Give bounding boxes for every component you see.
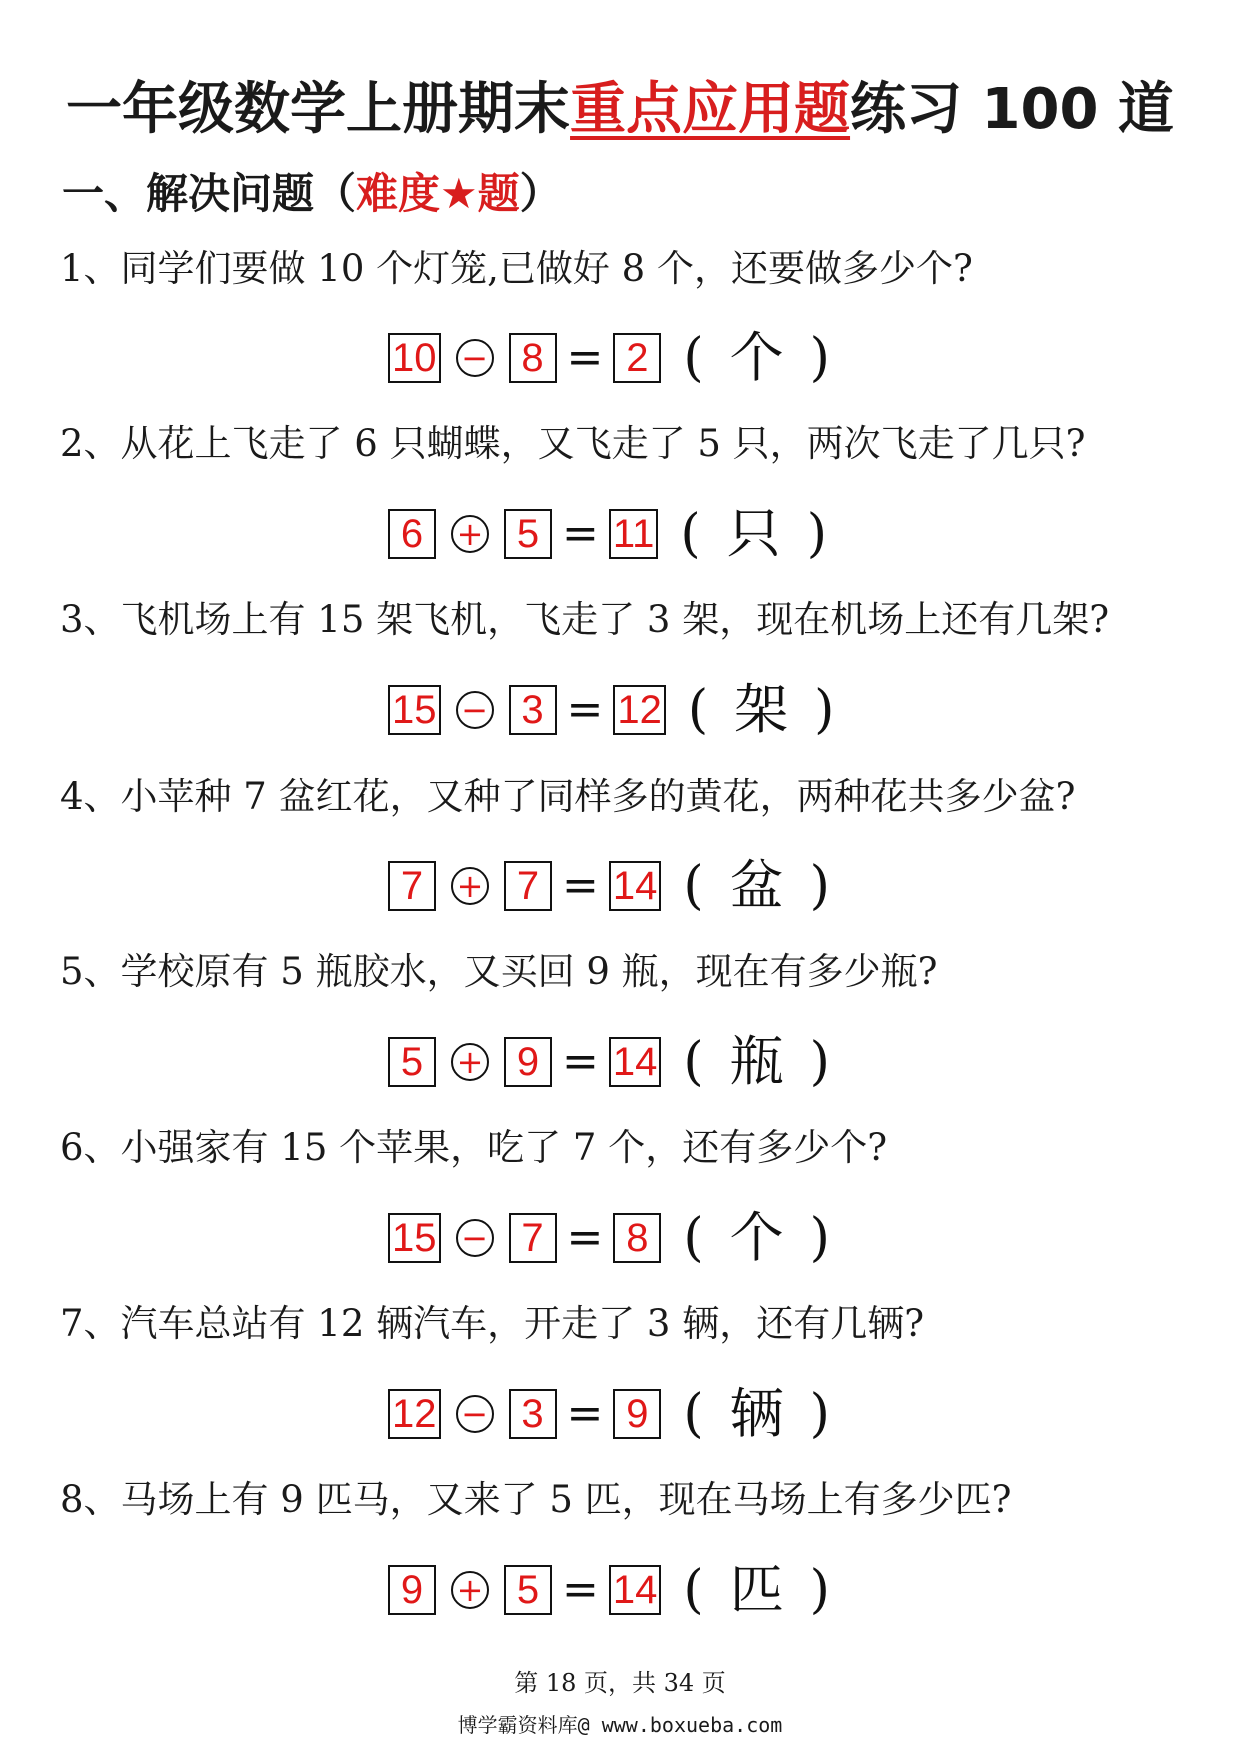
section-prefix: 一、解决问题（ xyxy=(62,169,357,218)
equals-sign: = xyxy=(562,860,599,911)
unit-text: 盆 xyxy=(729,854,784,917)
equation-1 xyxy=(388,326,830,390)
paren-close: ) xyxy=(809,1560,830,1620)
paren-open: ( xyxy=(687,680,709,740)
result-box: 14 xyxy=(609,861,662,911)
result-box: 2 xyxy=(613,333,661,383)
unit-label xyxy=(683,1206,830,1270)
operator-circle: − xyxy=(456,339,494,377)
operator-circle: + xyxy=(451,515,489,553)
page-number: 第 18 页，共 34 页 xyxy=(514,1669,726,1697)
operand-a-box: 7 xyxy=(388,861,436,911)
difficulty-label: 难度★题 xyxy=(356,169,520,218)
unit-label xyxy=(683,1382,830,1446)
title-highlight: 重点应用题 xyxy=(570,77,851,142)
paren-close: ) xyxy=(809,1032,830,1092)
question-7: 7、汽车总站有 12 辆汽车，开走了 3 辆，还有几辆? xyxy=(60,1302,925,1345)
equals-sign: = xyxy=(562,1036,599,1087)
unit-label xyxy=(683,854,830,918)
paren-open: ( xyxy=(683,1208,704,1268)
result-box: 9 xyxy=(613,1389,661,1439)
unit-text: 个 xyxy=(729,326,784,389)
equation-2 xyxy=(388,502,827,566)
unit-label xyxy=(680,502,827,566)
section-suffix: ） xyxy=(519,169,562,218)
result-box: 11 xyxy=(609,509,659,559)
operator-circle: − xyxy=(456,1395,494,1433)
result-box: 14 xyxy=(609,1037,662,1087)
section-heading xyxy=(62,168,562,220)
equation-6 xyxy=(388,1206,830,1270)
unit-label xyxy=(683,1030,830,1094)
question-5: 5、学校原有 5 瓶胶水，又买回 9 瓶，现在有多少瓶? xyxy=(60,950,938,993)
question-1: 1、同学们要做 10 个灯笼,已做好 8 个，还要做多少个? xyxy=(60,247,973,290)
equals-sign: = xyxy=(566,332,604,383)
operand-a-box: 9 xyxy=(388,1565,436,1615)
question-4: 4、小苹种 7 盆红花，又种了同样多的黄花，两种花共多少盆? xyxy=(60,775,1076,818)
equation-8 xyxy=(388,1558,830,1622)
operand-b-box: 7 xyxy=(504,861,552,911)
result-box: 8 xyxy=(613,1213,661,1263)
unit-text: 匹 xyxy=(729,1558,784,1621)
unit-text: 个 xyxy=(729,1206,784,1269)
equals-sign: = xyxy=(566,1212,604,1263)
paren-open: ( xyxy=(683,328,704,388)
page-title xyxy=(0,78,1240,142)
equation-7 xyxy=(388,1382,830,1446)
unit-text: 瓶 xyxy=(729,1030,784,1093)
equals-sign: = xyxy=(566,684,604,735)
paren-close: ) xyxy=(806,504,827,564)
unit-text: 只 xyxy=(726,502,781,565)
operand-b-box: 3 xyxy=(509,685,557,735)
operand-a-box: 15 xyxy=(388,685,441,735)
operand-a-box: 12 xyxy=(388,1389,441,1439)
paren-open: ( xyxy=(683,856,704,916)
equation-4 xyxy=(388,854,830,918)
unit-text: 架 xyxy=(734,678,789,741)
question-6: 6、小强家有 15 个苹果，吃了 7 个，还有多少个? xyxy=(60,1126,888,1169)
question-2: 2、从花上飞走了 6 只蝴蝶，又飞走了 5 只，两次飞走了几只? xyxy=(60,422,1086,465)
unit-label xyxy=(683,326,830,390)
operator-circle: + xyxy=(451,1571,489,1609)
question-3: 3、飞机场上有 15 架飞机，飞走了 3 架，现在机场上还有几架? xyxy=(60,598,1110,641)
operator-circle: + xyxy=(451,867,489,905)
equals-sign: = xyxy=(562,508,599,559)
result-box: 12 xyxy=(613,685,666,735)
operand-b-box: 5 xyxy=(504,509,552,559)
operand-a-box: 10 xyxy=(388,333,441,383)
operand-b-box: 8 xyxy=(509,333,557,383)
paren-open: ( xyxy=(683,1032,704,1092)
operand-b-box: 9 xyxy=(504,1037,552,1087)
question-8: 8、马场上有 9 匹马，又来了 5 匹，现在马场上有多少匹? xyxy=(60,1478,1012,1521)
equation-3 xyxy=(388,678,834,742)
paren-close: ) xyxy=(809,328,830,388)
site-watermark: 博学霸资料库@ www.boxueba.com xyxy=(457,1713,783,1737)
result-box: 14 xyxy=(609,1565,662,1615)
equals-sign: = xyxy=(562,1564,599,1615)
paren-close: ) xyxy=(809,856,830,916)
operator-circle: − xyxy=(456,691,494,729)
operand-b-box: 3 xyxy=(509,1389,557,1439)
title-prefix: 一年级数学上册期末 xyxy=(66,77,571,142)
unit-text: 辆 xyxy=(729,1382,784,1445)
operand-a-box: 15 xyxy=(388,1213,441,1263)
equation-5 xyxy=(388,1030,830,1094)
unit-label xyxy=(683,1558,830,1622)
paren-open: ( xyxy=(683,1560,704,1620)
unit-label xyxy=(688,678,835,742)
paren-close: ) xyxy=(809,1384,830,1444)
paren-close: ) xyxy=(814,680,835,740)
title-suffix: 练习 100 道 xyxy=(850,77,1174,142)
operand-b-box: 5 xyxy=(504,1565,552,1615)
operator-circle: − xyxy=(456,1219,494,1257)
operand-a-box: 5 xyxy=(388,1037,436,1087)
operator-circle: + xyxy=(451,1043,489,1081)
operand-b-box: 7 xyxy=(509,1213,557,1263)
operand-a-box: 6 xyxy=(388,509,436,559)
paren-open: ( xyxy=(683,1384,704,1444)
paren-close: ) xyxy=(809,1208,830,1268)
equals-sign: = xyxy=(566,1388,604,1439)
paren-open: ( xyxy=(680,504,701,564)
